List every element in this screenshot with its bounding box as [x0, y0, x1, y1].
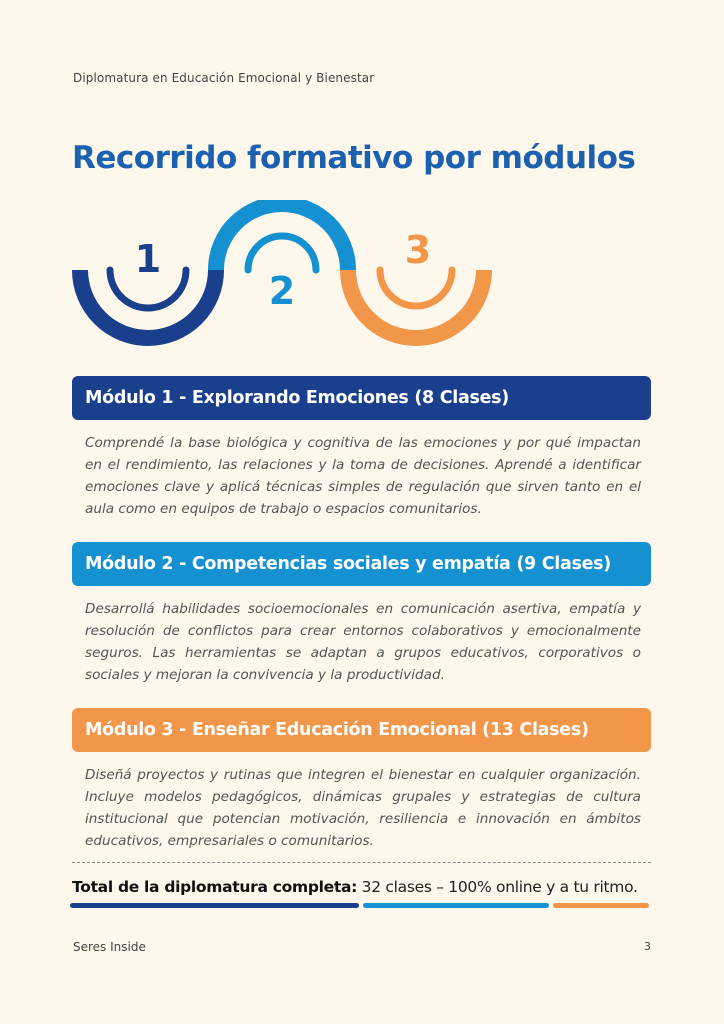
total-value: 32 clases – 100% online y a tu ritmo.: [357, 878, 638, 896]
module-2-number: 2: [268, 269, 296, 313]
module-2-color-bar: [363, 903, 549, 908]
module-2-title-bar: Módulo 2 - Competencias sociales y empatía (9 Clases): [72, 542, 651, 586]
module-3-color-bar: [553, 903, 649, 908]
modules-wave-graphic: [70, 200, 500, 350]
module-3-description: Diseñá proyectos y rutinas que integren el bienestar en cualquier organización. Incluye modelos pedagógicos, dinámicas grupales y estrategias de cultura institucional que potencian motivación, resiliencia e innovación en ámbitos educativos, empresariales o comunitarios.: [85, 767, 641, 849]
module-3-title-bar: Módulo 3 - Enseñar Educación Emocional (13 Clases): [72, 708, 651, 752]
module-1-description: Comprendé la base biológica y cognitiva de las emociones y por qué impactan en el rendimiento, las relaciones y la toma de decisiones. Aprendé a identificar emociones clave y aplicá técnicas simples de regulación que sirven tanto en el aula como en equipos de trabajo o espacios comunitarios.: [85, 435, 641, 517]
page-title: Recorrido formativo por módulos: [72, 140, 636, 176]
total-color-bars: [0, 903, 724, 909]
module-1-title-bar: Módulo 1 - Explorando Emociones (8 Clases): [72, 376, 651, 420]
page-number: 3: [644, 940, 651, 953]
module-3-number: 3: [404, 228, 432, 272]
module-1-color-bar: [70, 903, 359, 908]
module-2-description: Desarrollá habilidades socioemocionales en comunicación asertiva, empatía y resolución de conflictos para crear entornos colaborativos y emocionalmente seguros. Las herramientas se adaptan a grupos educativos, corporativos o sociales y mejoran la convivencia y la productividad.: [85, 601, 641, 683]
total-summary: [72, 878, 662, 896]
module-2-inner-arc: [248, 236, 316, 270]
document-header-title: Diplomatura en Educación Emocional y Bienestar: [73, 71, 375, 85]
module-3-inner-arc: [380, 270, 452, 306]
module-1-number: 1: [134, 237, 162, 281]
footer-brand: Seres Inside: [73, 940, 146, 954]
dashed-divider: [72, 862, 651, 863]
total-label: Total de la diplomatura completa:: [72, 878, 358, 896]
